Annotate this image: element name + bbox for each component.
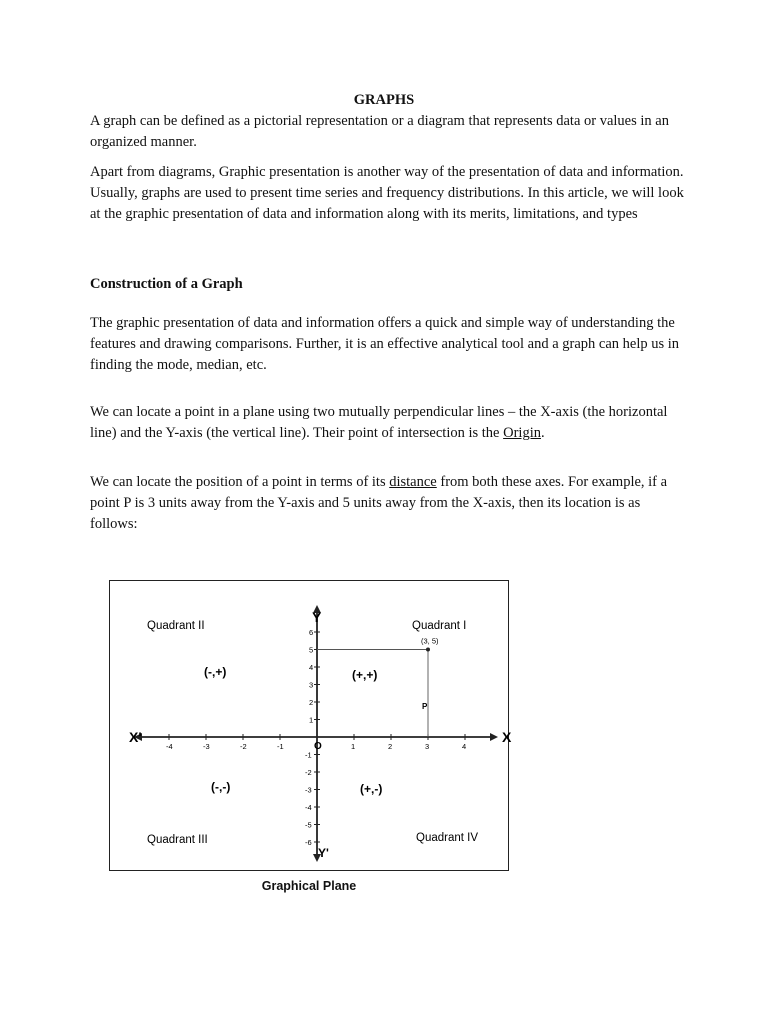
point-coord-label: (3, 5)	[421, 636, 439, 646]
x-tick-label-3: -1	[277, 742, 284, 751]
y-tick-label-4: 2	[309, 698, 314, 707]
distance-paragraph	[90, 472, 690, 535]
x-tick-label-7: 4	[462, 742, 467, 751]
y-tick-label-1: 5	[309, 645, 314, 655]
quadrant-1-signs: (+,+)	[352, 668, 378, 682]
coordinate-plane	[110, 581, 510, 872]
y-tick-label-10: -5	[305, 820, 312, 830]
y-tick-label-11: -6	[305, 838, 312, 847]
x-tick-label-6: 3	[425, 742, 430, 751]
y-neg-axis-label: Y'	[318, 846, 329, 860]
graphical-plane-figure	[109, 580, 512, 871]
x-tick-label-5: 2	[388, 742, 393, 751]
quadrant-1-label: Quadrant I	[412, 620, 467, 632]
document-title: GRAPHS	[353, 92, 415, 108]
intro-paragraph: A graph can be defined as a pictorial representation or a diagram that represents data or values in an organized manner.	[90, 113, 669, 150]
x-tick-label-2: -2	[240, 742, 247, 751]
quadrant-2-label: Quadrant II	[147, 620, 205, 632]
y-tick-label-9: -4	[305, 803, 312, 812]
quadrant-2-signs: (-,+)	[204, 665, 227, 679]
distance-text-post: from both these axes. For example, if a point P is 3 units away from the Y-axis and 5 units away from the X-axis, then its location is as follows:	[90, 474, 668, 532]
y-tick-label-6: -1	[305, 750, 312, 760]
axes-text: We can locate a point in a plane using two mutually perpendicular lines – the X-axis (the horizontal line) and the Y-axis (the vertical line). Their point of intersection is the	[90, 404, 668, 441]
point-layer	[317, 637, 439, 738]
quadrant-4-label: Quadrant IV	[416, 832, 479, 844]
x-tick-label-1: -3	[203, 742, 210, 751]
construction-paragraph: The graphic presentation of data and information offers a quick and simple way of understanding the features and drawing comparisons. Further, it is an effective analytical tool and a graph can help us in finding the mode, median, etc.	[90, 315, 680, 373]
distance-text-pre: We can locate the position of a point in terms of its	[90, 474, 390, 490]
point-p-label: P	[422, 702, 428, 711]
quadrant-3-signs: (-,-)	[211, 780, 231, 794]
y-tick-label-3: 3	[309, 680, 314, 690]
axes-paragraph	[90, 402, 690, 444]
figure-caption: Graphical Plane	[261, 879, 357, 893]
distance-link[interactable]: distance	[389, 474, 437, 490]
origin-label: O	[314, 741, 322, 752]
graphic-presentation-paragraph: Apart from diagrams, Graphic presentation is another way of the presentation of data and information. Usually, graphs are used to present time series and frequency distributions. In this article, we will look at the graphic presentation of data and information along with its merits, limitations, and types	[90, 164, 684, 222]
quadrant-3-label: Quadrant III	[147, 834, 208, 846]
y-tick-label-7: -2	[305, 768, 312, 777]
point-p-marker	[426, 648, 430, 652]
section-heading: Construction of a Graph	[90, 276, 243, 292]
x-arrow-right	[490, 733, 498, 741]
origin-link[interactable]: Origin	[503, 425, 541, 441]
y-tick-label-2: 4	[309, 663, 314, 672]
quadrant-4-signs: (+,-)	[360, 782, 383, 796]
y-tick-label-0: 6	[309, 628, 314, 637]
x-tick-label-0: -4	[166, 742, 173, 751]
y-tick-label-5: 1	[309, 715, 314, 725]
y-tick-label-8: -3	[305, 785, 312, 795]
x-tick-label-4: 1	[351, 742, 356, 751]
x-axis-label: X	[502, 729, 512, 745]
x-neg-axis-label: X'	[129, 729, 142, 745]
y-axis-label: Y	[312, 609, 322, 625]
axes-text-end: .	[540, 425, 545, 441]
